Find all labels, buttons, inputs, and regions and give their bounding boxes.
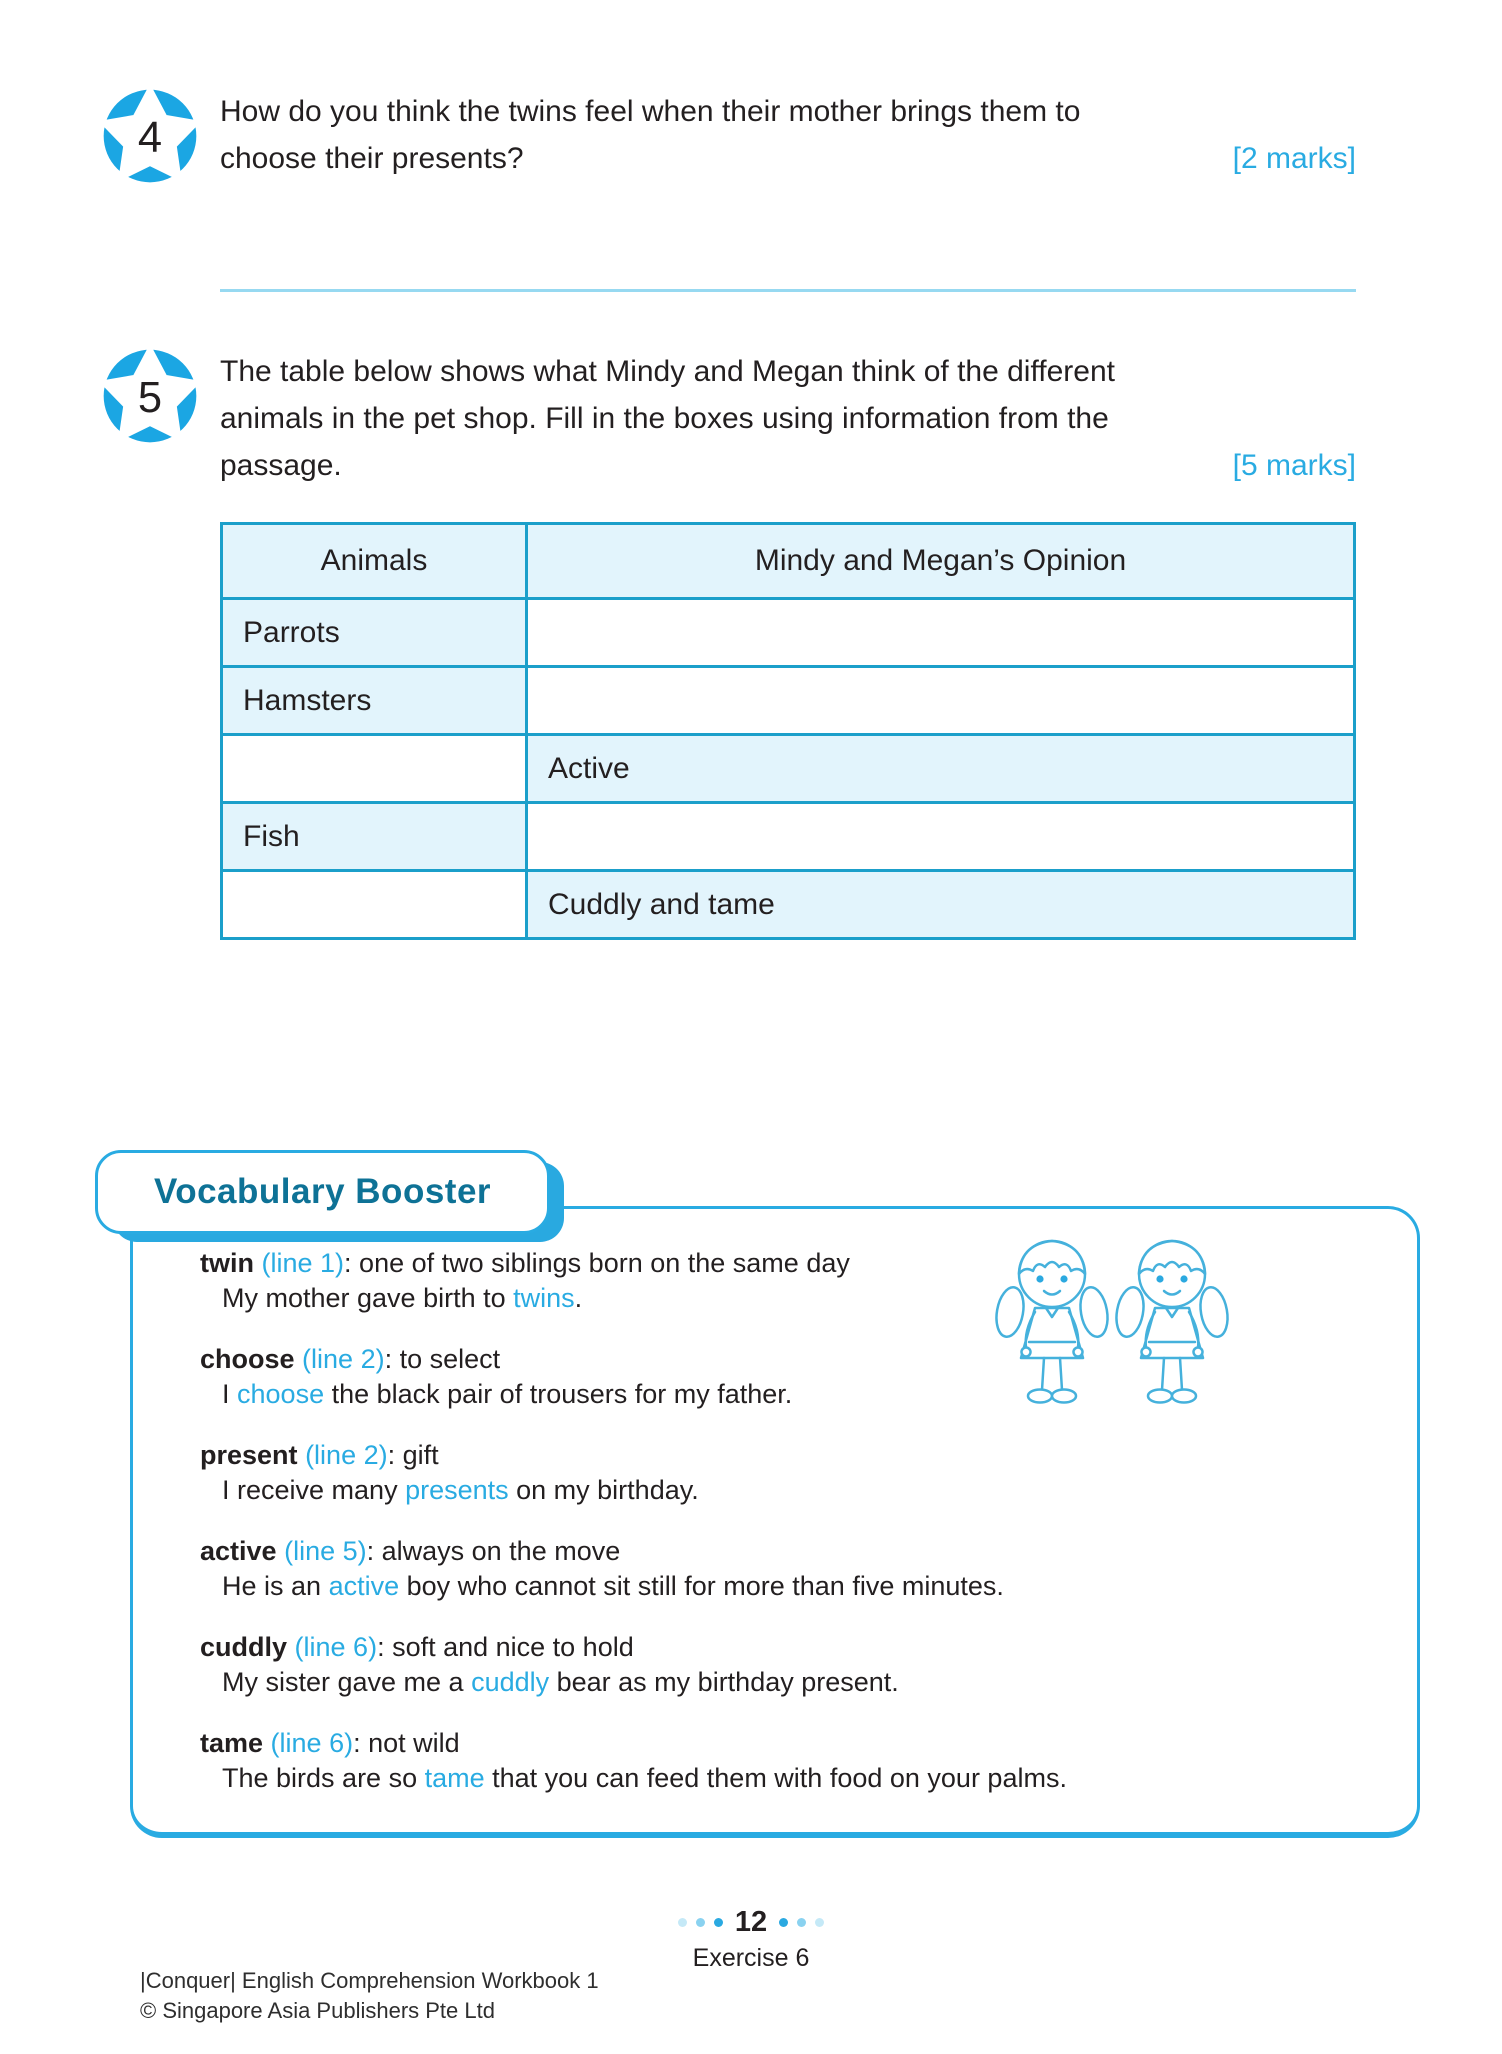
vocab-term: tame: [200, 1728, 264, 1758]
table-cell-animal-parrots: Parrots: [223, 597, 528, 665]
vocab-example-line: [200, 1473, 1240, 1508]
vocab-example-line: [200, 1761, 1240, 1796]
vocab-term: active: [200, 1536, 277, 1566]
vocab-definition: : one of two siblings born on the same day: [344, 1248, 850, 1278]
question-5-marks: [5 marks]: [1232, 449, 1356, 482]
answer-line[interactable]: [220, 289, 1356, 292]
vocab-entry-present: [200, 1438, 1240, 1508]
question-5-line-3: passage.: [220, 449, 342, 482]
question-5-line-2: animals in the pet shop. Fill in the boxes using information from the: [220, 402, 1109, 435]
vocab-example-line: [200, 1665, 1240, 1700]
vocab-definition-line: [200, 1438, 1240, 1473]
exercise-label: Exercise 6: [692, 1944, 810, 1972]
table-cell-opinion-active: Active: [528, 733, 1353, 801]
question-5-star-badge: [98, 344, 202, 448]
question-5-line-1: The table below shows what Mindy and Megan think of the different: [220, 355, 1115, 388]
vocab-definition: : not wild: [353, 1728, 460, 1758]
vocab-term: choose: [200, 1344, 295, 1374]
table-cell-opinion-parrots-blank[interactable]: [528, 597, 1353, 665]
vocabulary-booster-tab: [95, 1150, 550, 1234]
vocab-line-ref: (line 1): [261, 1248, 345, 1278]
example-before: He is an: [222, 1571, 329, 1601]
table-cell-animal-fish: Fish: [223, 801, 528, 869]
vocab-definition: : always on the move: [366, 1536, 621, 1566]
example-before: My mother gave birth to: [222, 1283, 514, 1313]
table-cell-animal-hamsters: Hamsters: [223, 665, 528, 733]
example-highlight: tame: [424, 1763, 485, 1793]
example-highlight: cuddly: [471, 1667, 550, 1697]
vocab-term: twin: [200, 1248, 254, 1278]
example-after: bear as my birthday present.: [549, 1667, 899, 1697]
table-header-animals: Animals: [223, 525, 528, 597]
question-number: 5: [137, 374, 163, 423]
example-after: .: [574, 1283, 583, 1313]
example-after: that you can feed them with food on your palms.: [484, 1763, 1067, 1793]
vocab-term: present: [200, 1440, 298, 1470]
example-highlight: choose: [237, 1379, 325, 1409]
example-highlight: twins: [513, 1283, 575, 1313]
vocab-definition-line: [200, 1630, 1240, 1665]
vocab-entry-cuddly: [200, 1630, 1240, 1700]
question-4-marks: [2 marks]: [1232, 142, 1356, 175]
table-cell-animal-blank-cuddly[interactable]: [223, 869, 528, 937]
twin-girls-illustration: [986, 1214, 1238, 1428]
vocab-line-ref: (line 2): [305, 1440, 388, 1470]
vocab-line-ref: (line 6): [294, 1632, 378, 1662]
example-after: boy who cannot sit still for more than five minutes.: [399, 1571, 1004, 1601]
vocab-definition: : to select: [384, 1344, 501, 1374]
publisher-credits: [140, 1966, 599, 2026]
pager-dot: [696, 1918, 705, 1927]
vocab-definition: : soft and nice to hold: [377, 1632, 634, 1662]
book-title: |Conquer| English Comprehension Workbook 1: [140, 1968, 599, 1993]
page-number-pager: [0, 1906, 1502, 1939]
vocab-entry-active: [200, 1534, 1240, 1604]
example-highlight: active: [328, 1571, 400, 1601]
example-after: the black pair of trousers for my father.: [324, 1379, 793, 1409]
table-cell-opinion-cuddly: Cuddly and tame: [528, 869, 1353, 937]
vocab-definition-line: [200, 1534, 1240, 1569]
vocab-entry-tame: [200, 1726, 1240, 1796]
question-4-line-1: How do you think the twins feel when their mother brings them to: [220, 95, 1081, 128]
vocab-line-ref: (line 5): [284, 1536, 367, 1566]
pager-dot: [779, 1918, 788, 1927]
vocabulary-booster-title: Vocabulary Booster: [153, 1172, 492, 1211]
question-4-line-2: choose their presents?: [220, 142, 524, 175]
page-number: 12: [734, 1906, 768, 1938]
table-cell-animal-blank-active[interactable]: [223, 733, 528, 801]
example-before: I receive many: [222, 1475, 406, 1505]
example-highlight: presents: [405, 1475, 509, 1505]
example-before: I: [222, 1379, 238, 1409]
table-cell-opinion-hamsters-blank[interactable]: [528, 665, 1353, 733]
vocab-definition-line: [200, 1726, 1240, 1761]
question-4-star-badge: [98, 84, 202, 188]
example-after: on my birthday.: [508, 1475, 699, 1505]
question-5-text: [220, 348, 1356, 489]
table-cell-opinion-fish-blank[interactable]: [528, 801, 1353, 869]
vocab-definition: : gift: [387, 1440, 439, 1470]
animals-opinion-table: [220, 522, 1356, 940]
question-4-text: [220, 88, 1356, 182]
pager-dot: [815, 1918, 824, 1927]
pager-dot: [797, 1918, 806, 1927]
vocab-example-line: [200, 1569, 1240, 1604]
pager-dot: [678, 1918, 687, 1927]
example-before: The birds are so: [222, 1763, 425, 1793]
pager-dot: [714, 1918, 723, 1927]
vocab-line-ref: (line 6): [270, 1728, 354, 1758]
table-header-opinion: Mindy and Megan’s Opinion: [528, 525, 1353, 597]
question-number: 4: [137, 114, 163, 163]
copyright-line: © Singapore Asia Publishers Pte Ltd: [140, 1998, 495, 2023]
example-before: My sister gave me a: [222, 1667, 472, 1697]
vocab-term: cuddly: [200, 1632, 288, 1662]
vocab-line-ref: (line 2): [302, 1344, 385, 1374]
